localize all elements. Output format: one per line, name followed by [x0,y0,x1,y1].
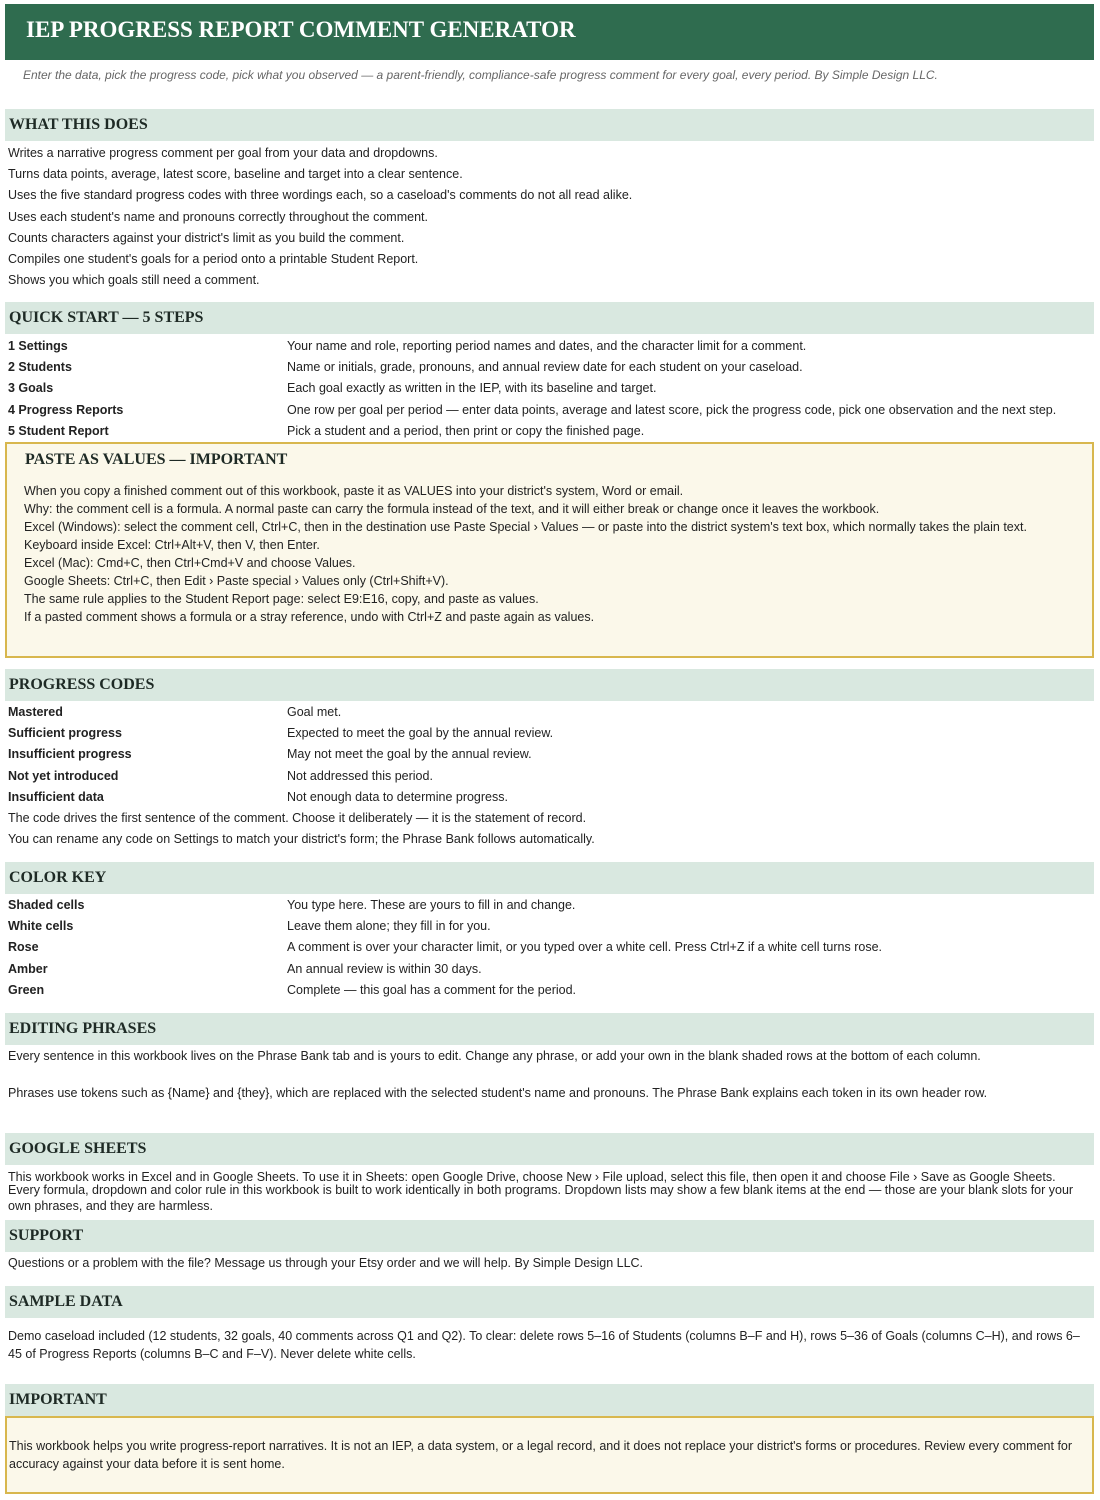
color-description: Complete — this goal has a comment for the period. [287,983,577,997]
important-heading: IMPORTANT [5,1384,1094,1416]
progress-code-row [8,725,1093,741]
what-line: Counts characters against your district's limit as you build the comment. [8,231,405,245]
codes-note: You can rename any code on Settings to match your district's form; the Phrase Bank follows automatically. [8,832,595,846]
google-sheets-heading: GOOGLE SHEETS [5,1133,1094,1165]
what-line: Uses the five standard progress codes with three wordings each, so a caseload's comments do not all read alike. [8,188,633,202]
paste-line: Why: the comment cell is a formula. A normal paste can carry the formula instead of the text, and it will either break or change once it leaves the workbook. [24,502,880,516]
what-line: Writes a narrative progress comment per goal from your data and dropdowns. [8,146,438,160]
color-key-row [8,897,1093,913]
what-line: Shows you which goals still need a comment. [8,273,260,287]
paste-line: Excel (Mac): Cmd+C, then Ctrl+Cmd+V and choose Values. [24,556,356,570]
color-label: Amber [8,962,48,976]
color-key-row [8,982,1093,998]
code-description: Expected to meet the goal by the annual review. [287,726,554,740]
step-label: 2 Students [8,360,72,374]
color-label: Green [8,983,45,997]
step-label: 4 Progress Reports [8,403,124,417]
progress-codes-heading: PROGRESS CODES [5,669,1094,701]
progress-code-row [8,789,1093,805]
progress-code-row [8,768,1093,784]
important-callout [5,1416,1094,1494]
color-description: You type here. These are yours to fill in and change. [287,898,576,912]
what-line: Compiles one student's goals for a period onto a printable Student Report. [8,252,419,266]
quick-step-row [8,380,1093,396]
quick-step-row [8,338,1093,354]
color-label: Shaded cells [8,898,85,912]
code-description: May not meet the goal by the annual review. [287,747,532,761]
step-label: 5 Student Report [8,424,109,438]
what-heading: WHAT THIS DOES [5,109,1094,141]
code-label: Not yet introduced [8,769,119,783]
color-label: Rose [8,940,39,954]
sheets-paragraph: This workbook works in Excel and in Google Sheets. To use it in Sheets: open Google Drive, choose New › File upload, select this file, then open it and choose File › Save as Google Sheets. [8,1170,1056,1184]
paste-line: Excel (Windows): select the comment cell, Ctrl+C, then in the destination use Paste Special › Values — or paste into the district system's text box, which normally takes the plain text. [24,520,1027,534]
code-label: Sufficient progress [8,726,122,740]
support-heading: SUPPORT [5,1220,1094,1252]
page-title: IEP PROGRESS REPORT COMMENT GENERATOR [5,4,1094,60]
quick-start-heading: QUICK START — 5 STEPS [5,302,1094,334]
important-text: This workbook helps you write progress-report narratives. It is not an IEP, a data system, or a legal record, and it does not replace your district's forms or procedures. Review every comment for accuracy against your data before it is sent home. [9,1439,1073,1471]
color-key-row [8,961,1093,977]
paste-line: The same rule applies to the Student Report page: select E9:E16, copy, and paste as values. [24,592,539,606]
code-description: Not enough data to determine progress. [287,790,508,804]
color-key-row [8,939,1093,955]
google-sheets-text [8,1168,1093,1212]
support-text: Questions or a problem with the file? Message us through your Etsy order and we will help. By Simple Design LLC. [8,1256,644,1270]
paste-line: If a pasted comment shows a formula or a stray reference, undo with Ctrl+Z and paste again as values. [24,610,595,624]
progress-code-row [8,746,1093,762]
editing-phrases-heading: EDITING PHRASES [5,1013,1094,1045]
color-description: A comment is over your character limit, or you typed over a white cell. Press Ctrl+Z if a white cell turns rose. [287,940,883,954]
step-description: One row per goal per period — enter data points, average and latest score, pick the progress code, pick one observation and the next step. [287,403,1057,417]
editing-paragraph: Phrases use tokens such as {Name} and {they}, which are replaced with the selected student's name and pronouns. The Phrase Bank explains each token in its own header row. [8,1086,988,1100]
code-description: Goal met. [287,705,342,719]
step-label: 3 Goals [8,381,54,395]
color-key-heading: COLOR KEY [5,862,1094,894]
code-label: Mastered [8,705,63,719]
what-line: Uses each student's name and pronouns correctly throughout the comment. [8,210,428,224]
sheets-paragraph: Every formula, dropdown and color rule in this workbook is built to work identically in both programs. Dropdown lists may show a few blank items at the end — those are your blank slots for your own phrases, and they are harmless. [8,1183,1074,1212]
quick-step-row [8,402,1093,418]
code-label: Insufficient progress [8,747,132,761]
paste-line: Keyboard inside Excel: Ctrl+Alt+V, then V, then Enter. [24,538,320,552]
color-description: Leave them alone; they fill in for you. [287,919,491,933]
what-line: Turns data points, average, latest score, baseline and target into a clear sentence. [8,167,463,181]
paste-line: Google Sheets: Ctrl+C, then Edit › Paste special › Values only (Ctrl+Shift+V). [24,574,449,588]
color-key-row [8,918,1093,934]
quick-step-row [8,423,1093,439]
codes-note: The code drives the first sentence of the comment. Choose it deliberately — it is the statement of record. [8,811,587,825]
paste-line: When you copy a finished comment out of this workbook, paste it as VALUES into your district's system, Word or email. [24,484,684,498]
sample-data-heading: SAMPLE DATA [5,1286,1094,1318]
color-description: An annual review is within 30 days. [287,962,482,976]
paste-as-values-callout [5,442,1094,658]
step-description: Your name and role, reporting period names and dates, and the character limit for a comment. [287,339,807,353]
sample-data-text: Demo caseload included (12 students, 32 goals, 40 comments across Q1 and Q2). To clear: delete rows 5–16 of Students (columns B–F and H), rows 5–36 of Goals (columns C–H), and rows 6–45 of Progress Reports (columns B–C and F–V). Never delete white cells. [8,1329,1080,1361]
quick-step-row [8,359,1093,375]
step-description: Each goal exactly as written in the IEP, with its baseline and target. [287,381,657,395]
progress-code-row [8,704,1093,720]
step-description: Pick a student and a period, then print or copy the finished page. [287,424,645,438]
step-description: Name or initials, grade, pronouns, and annual review date for each student on your caseload. [287,360,803,374]
code-label: Insufficient data [8,790,104,804]
paste-heading: PASTE AS VALUES — IMPORTANT [25,451,288,468]
page-subtitle: Enter the data, pick the progress code, pick what you observed — a parent-friendly, compliance-safe progress comment for every goal, every period. By Simple Design LLC. [23,68,938,82]
code-description: Not addressed this period. [287,769,433,783]
step-label: 1 Settings [8,339,68,353]
color-label: White cells [8,919,74,933]
editing-paragraph: Every sentence in this workbook lives on the Phrase Bank tab and is yours to edit. Change any phrase, or add your own in the blank shaded rows at the bottom of each column. [8,1049,981,1063]
